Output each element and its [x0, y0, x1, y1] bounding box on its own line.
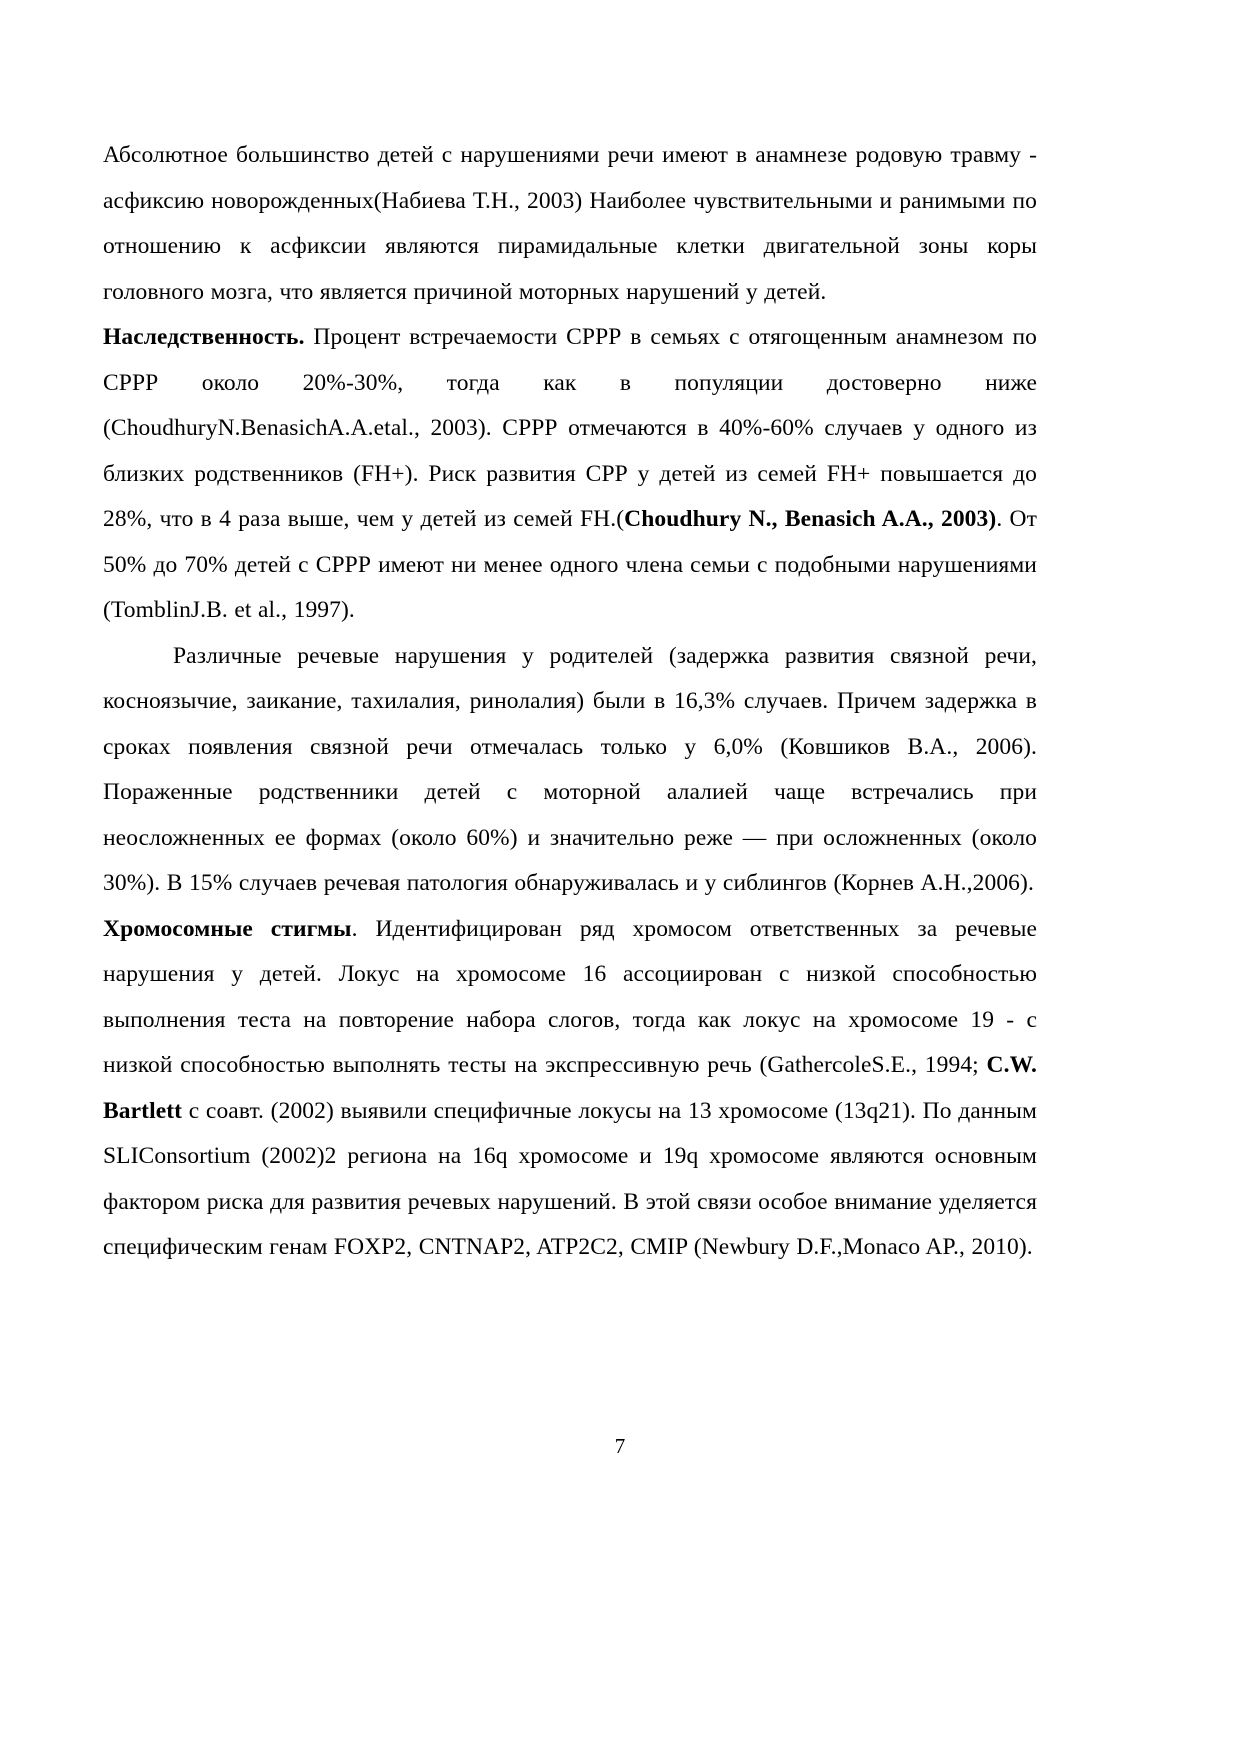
inline-heading-heredity: Наследственность. — [103, 324, 305, 350]
paragraph-chromosomal-stigmas — [103, 907, 1037, 1271]
paragraph-heredity — [103, 315, 1037, 634]
page-body — [103, 133, 1037, 1271]
text-run: Различные речевые нарушения у родителей (задержка развития связной речи, косноязычие, заикание, тахилалия, ринолалия) были в 16,3% случаев. Причем задержка в сроках появления связной речи отмечалась только у 6,0% (Ковшиков В.А., 2006). Пораженные родственники детей с моторной алалией чаще встречались при неосложненных ее формах (около 60%) и значительно реже — при осложненных (около 30%). В 15% случаев речевая патология обнаруживалась и у сиблингов (Корнев А.Н.,2006). — [103, 642, 1037, 896]
text-run: Абсолютное большинство детей с нарушениями речи имеют в анамнезе родовую травму - асфиксию новорожденных(Набиева Т.Н., 2003) Наиболее чувствительными и ранимыми по отношению к асфиксии являются пирамидальные клетки двигательной зоны коры головного мозга, что является причиной моторных нарушений у детей. — [103, 142, 1037, 305]
paragraph-parental-speech-disorders — [103, 634, 1037, 907]
page-number: 7 — [614, 1434, 626, 1458]
inline-heading-chromosomal-stigmas: Хромосомные стигмы — [103, 915, 352, 942]
citation-bartlett: C.W. Bartlett — [103, 1052, 1037, 1124]
text-run: . От 50% до 70% детей с СРРР имеют ни менее одного члена семьи с подобными нарушениями (TomblinJ.B. et al., 1997). — [103, 506, 1037, 623]
paragraph-birth-trauma — [103, 133, 1037, 315]
text-run: Процент встречаемости СРРР в семьях с отягощенным анамнезом по СРРР около 20%-30%, тогда как в популяции достоверно ниже (ChoudhuryN.BenasichA.A.etal., 2003). СРРР отмечаются в 40%-60% случаев у одного из близких родственников (FH+). Риск развития СРР у детей из семей FH+ повышается до 28%, что в 4 раза выше, чем у детей из семей FH.( — [103, 324, 1037, 532]
citation-choudhury-benasich: Choudhury N., Benasich A.A., 2003) — [624, 506, 997, 532]
text-run: . Идентифицирован ряд хромосом ответственных за речевые нарушения у детей. Локус на хромосоме 16 ассоциирован с низкой способностью выполнения теста на повторение набора слогов, тогда как локус на хромосоме 19 - с низкой способностью выполнять тесты на экспрессивную речь (GathercoleS.E., 1994; — [103, 915, 1037, 1078]
text-run: с соавт. (2002) выявили специфичные локусы на 13 хромосоме (13q21). По данным SLIConsortium (2002)2 региона на 16q хромосоме и 19q хромосоме являются основным фактором риска для развития речевых нарушений. В этой связи особое внимание уделяется специфическим генам FOXP2, CNTNAP2, ATP2C2, CMIP (Newbury D.F.,Monaco AP., 2010). — [103, 1097, 1037, 1260]
